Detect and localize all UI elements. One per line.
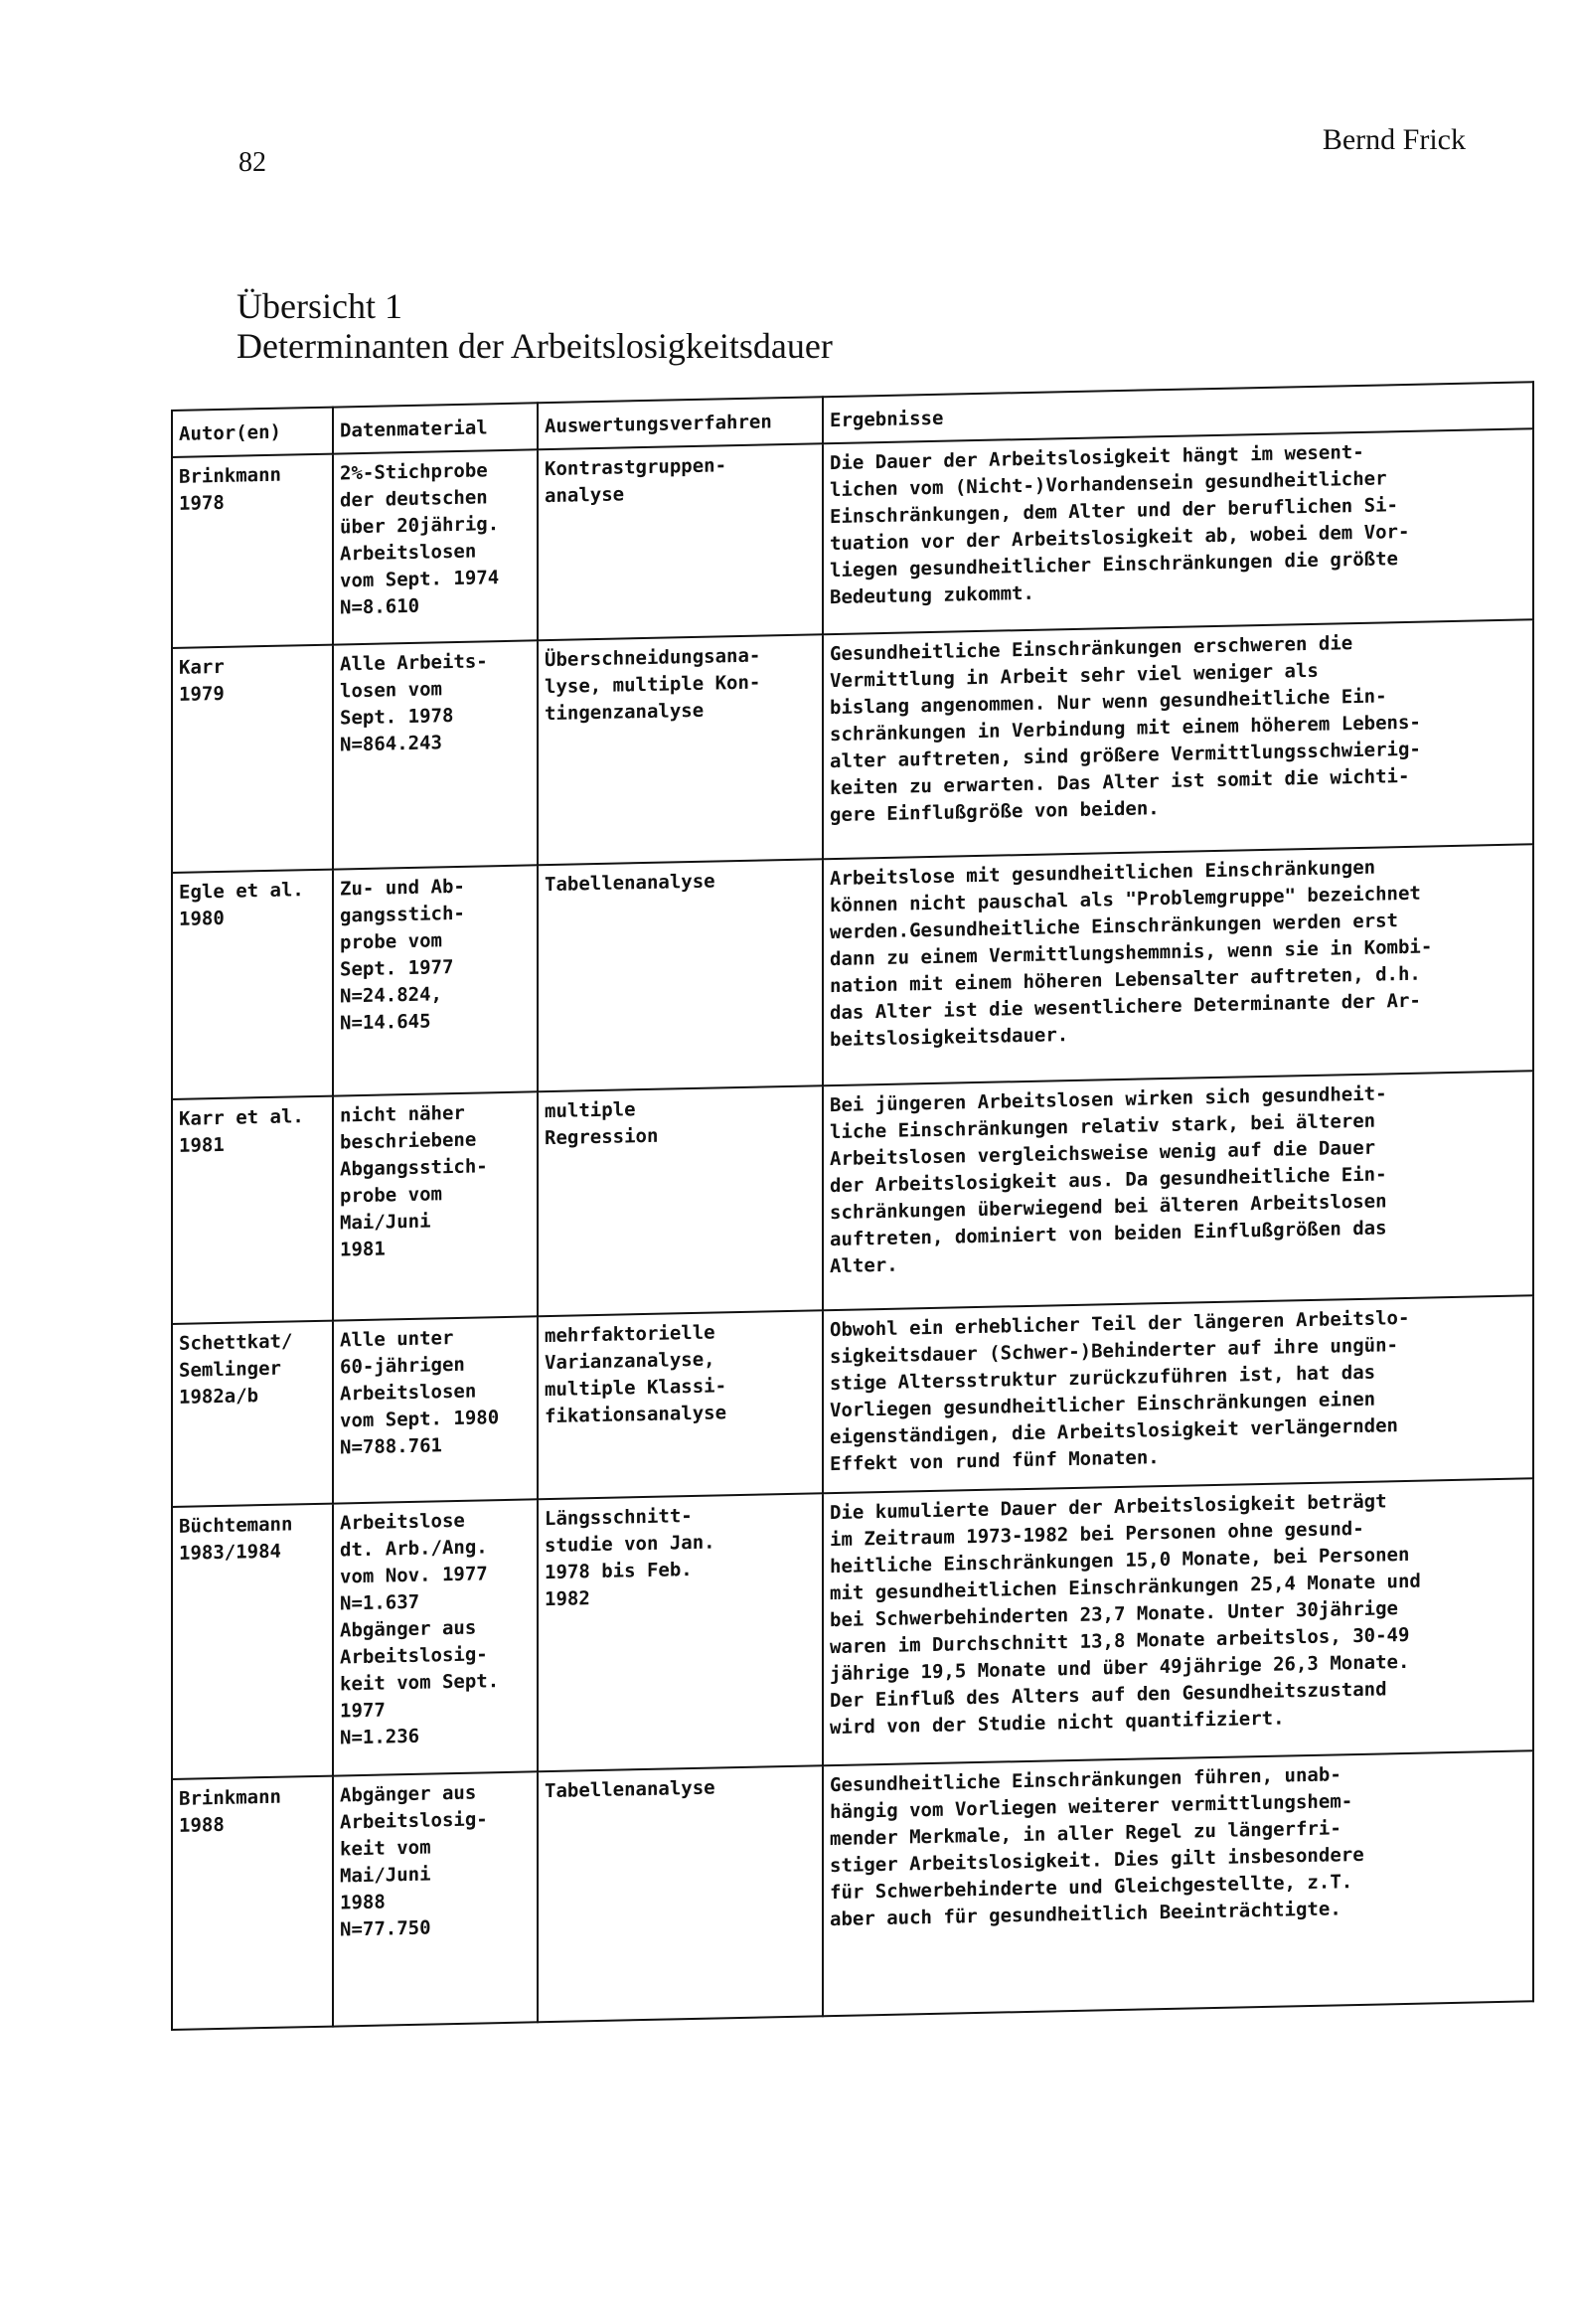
cell-result: Arbeitslose mit gesundheitlichen Einschränkungen können nicht pauschal als "Problemgruppe" bezeichnet werden.Gesundheitliche Einschränkungen werden erst dann zu einem Vermittlungshemmnis, wenn sie in Kombi- nation mit einem höheren Lebensalter auftreten, d.h. das Alter ist die wesentlichere Determinante der Ar- beitslosigkeitsdauer. bbox=[823, 844, 1533, 1085]
table-row bbox=[172, 1071, 1533, 1324]
cell-data-material: nicht näher beschriebene Abgangsstich- probe vom Mai/Juni 1981 bbox=[333, 1091, 538, 1320]
cell-method: mehrfaktorielle Varianzanalyse, multiple Klassi- fikationsanalyse bbox=[538, 1310, 823, 1499]
header-results: Ergebnisse bbox=[823, 382, 1533, 443]
page-number: 82 bbox=[238, 147, 266, 178]
table-row bbox=[172, 1478, 1533, 1779]
cell-data-material: Zu- und Ab- gangsstich- probe vom Sept. 1977 N=24.824, N=14.645 bbox=[333, 865, 538, 1095]
cell-data-material: Abgänger aus Arbeitslosig- keit vom Mai/Juni 1988 N=77.750 bbox=[333, 1771, 538, 2026]
cell-method: Kontrastgruppen- analyse bbox=[538, 443, 823, 640]
table-row bbox=[172, 1750, 1533, 2030]
cell-result: Die kumulierte Dauer der Arbeitslosigkeit beträgt im Zeitraum 1973-1982 bei Personen ohne gesund- heitliche Einschränkungen 15,0 Monate, bei Personen mit gesundheitlichen Einschränkungen 25,4 Monate und bei Schwerbehinderten 23,7 Monate. Unter 30jährige waren im Durchschnitt 13,8 Monate arbeitslos, 30-49 jährige 19,5 Monate und über 49jährige 26,3 Monate. Der Einfluß des Alters auf den Gesundheitszustand wird von der Studie nicht quantifiziert. bbox=[823, 1478, 1533, 1765]
cell-method: Überschneidungsana- lyse, multiple Kon- tingenzanalyse bbox=[538, 634, 823, 865]
cell-data-material: Arbeitslose dt. Arb./Ang. vom Nov. 1977 N=1.637 Abgänger aus Arbeitslosig- keit vom Sept. 1977 N=1.236 bbox=[333, 1499, 538, 1775]
cell-result: Gesundheitliche Einschränkungen führen, unab- hängig vom Vorliegen weiterer vermittlungshem- mender Merkmale, in aller Regel zu längerfri- stiger Arbeitslosigkeit. Dies gilt insbesondere für Schwerbehinderte und Gleichgestellte, z.T. aber auch für gesundheitlich Beeinträchtigte. bbox=[823, 1750, 1533, 2016]
cell-result: Bei jüngeren Arbeitslosen wirken sich gesundheit- liche Einschränkungen relativ stark, bei älteren Arbeitslosen vergleichsweise wenig auf die Dauer der Arbeitslosigkeit aus. Da gesundheitliche Ein- schränkungen überwiegend bei älteren Arbeitslosen auftreten, dominiert von beiden Einflußgrößen das Alter. bbox=[823, 1071, 1533, 1310]
table-row bbox=[172, 1295, 1533, 1507]
cell-method: Tabellenanalyse bbox=[538, 1765, 823, 2022]
header-data-material: Datenmaterial bbox=[333, 403, 538, 453]
cell-data-material: Alle Arbeits- losen vom Sept. 1978 N=864.243 bbox=[333, 640, 538, 869]
header-method: Auswertungsverfahren bbox=[538, 397, 823, 449]
overview-title: Determinanten der Arbeitslosigkeitsdauer bbox=[237, 326, 833, 366]
table-row bbox=[172, 619, 1533, 873]
cell-author: Schettkat/ Semlinger 1982a/b bbox=[172, 1321, 333, 1507]
determinants-table bbox=[171, 381, 1534, 2031]
cell-author: Karr 1979 bbox=[172, 645, 333, 873]
cell-data-material: Alle unter 60-jährigen Arbeitslosen vom Sept. 1980 N=788.761 bbox=[333, 1316, 538, 1503]
cell-author: Egle et al. 1980 bbox=[172, 870, 333, 1099]
cell-result: Obwohl ein erheblicher Teil der längeren Arbeitslo- sigkeitsdauer (Schwer-)Behinderter auf ihre ungün- stige Altersstruktur zurückzuführen ist, hat das Vorliegen gesundheitlicher Einschränkungen einen eigenständigen, die Arbeitslosigkeit verlängernden Effekt von rund fünf Monaten. bbox=[823, 1295, 1533, 1493]
cell-result: Die Dauer der Arbeitslosigkeit hängt im wesent- lichen vom (Nicht-)Vorhandensein gesundheitlicher Einschränkungen, dem Alter und der beruflichen Si- tuation vor der Arbeitslosigkeit ab, wobei dem Vor- liegen gesundheitlicher Einschränkungen die größte Bedeutung zukommt. bbox=[823, 428, 1533, 634]
cell-author: Karr et al. 1981 bbox=[172, 1096, 333, 1324]
overview-table-container bbox=[171, 381, 1532, 2031]
table-row bbox=[172, 844, 1533, 1099]
cell-method: multiple Regression bbox=[538, 1085, 823, 1316]
table-row bbox=[172, 428, 1533, 648]
header-author: Autor(en) bbox=[172, 408, 333, 457]
cell-result: Gesundheitliche Einschränkungen erschweren die Vermittlung in Arbeit sehr viel weniger als bislang angenommen. Nur wenn gesundheitliche Ein- schränkungen in Verbindung mit einem höherem Lebens- alter auftreten, sind größere Vermittlungsschwierig- keiten zu erwarten. Das Alter ist somit die wichti- gere Einflußgröße von beiden. bbox=[823, 619, 1533, 859]
running-head-author: Bernd Frick bbox=[1322, 123, 1466, 156]
cell-author: Brinkmann 1988 bbox=[172, 1776, 333, 2030]
cell-author: Büchtemann 1983/1984 bbox=[172, 1504, 333, 1779]
overview-label: Übersicht 1 bbox=[237, 286, 402, 326]
cell-author: Brinkmann 1978 bbox=[172, 454, 333, 648]
cell-data-material: 2%-Stichprobe der deutschen über 20jährig. Arbeitslosen vom Sept. 1974 N=8.610 bbox=[333, 449, 538, 644]
cell-method: Tabellenanalyse bbox=[538, 859, 823, 1091]
cell-method: Längsschnitt- studie von Jan. 1978 bis Feb. 1982 bbox=[538, 1493, 823, 1771]
overview-heading bbox=[237, 286, 833, 366]
